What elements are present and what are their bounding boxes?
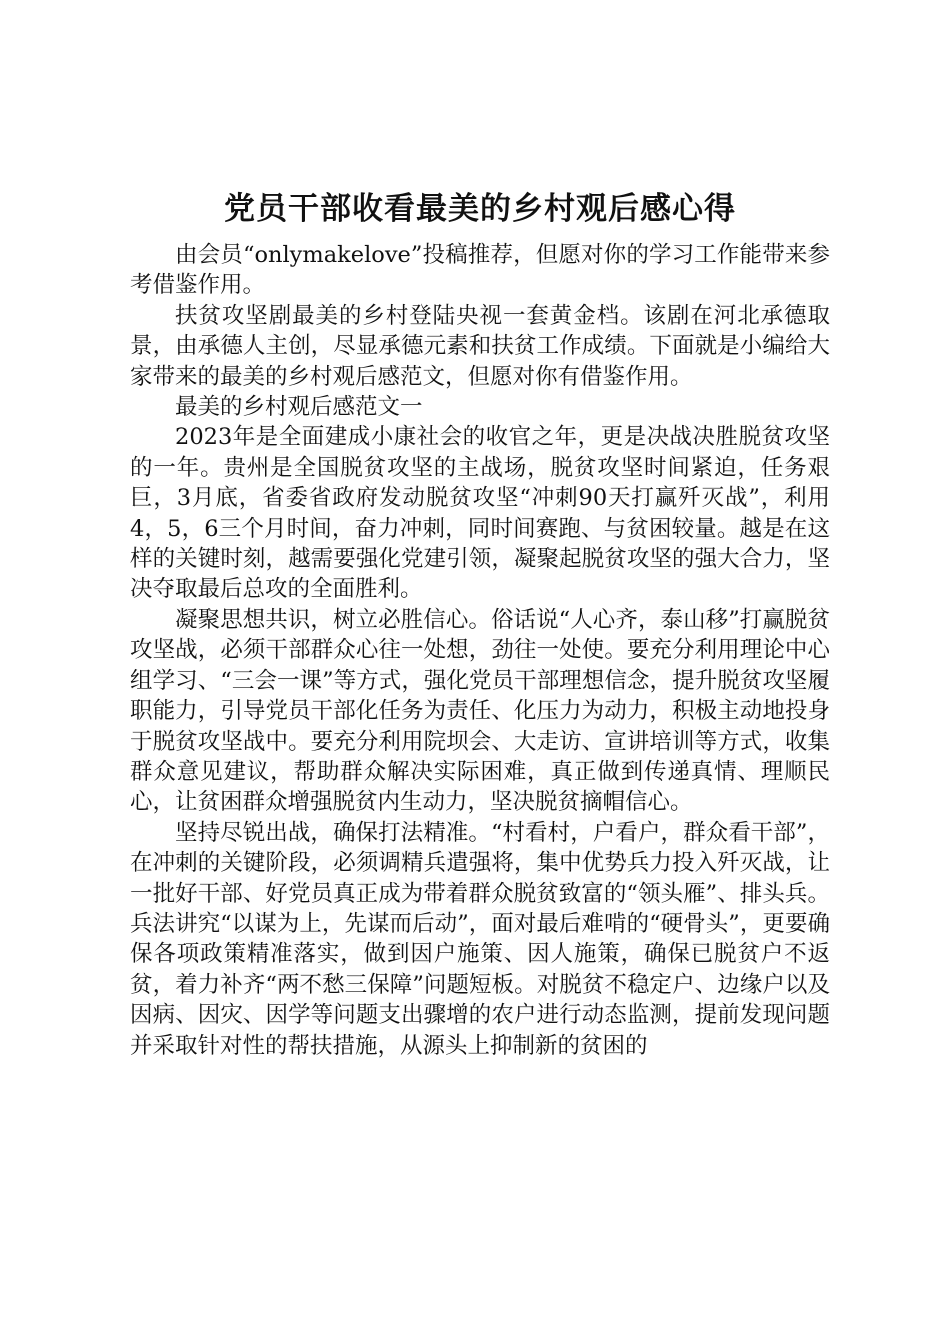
intro-paragraph: 由会员“onlymakelove”投稿推荐，但愿对你的学习工作能带来参考借鉴作用。 xyxy=(130,242,830,299)
summary-paragraph: 扶贫攻坚剧最美的乡村登陆央视一套黄金档。该剧在河北承德取景，由承德人主创，尽显承德元素和扶贫工作成绩。下面就是小编给大家带来的最美的乡村观后感范文，但愿对你有借鉴作用。 xyxy=(130,302,830,390)
document-page xyxy=(130,186,830,1061)
body-paragraph: 凝聚思想共识，树立必胜信心。俗话说“人心齐，泰山移”打赢脱贫攻坚战，必须干部群众心往一处想，劲往一处使。要充分利用理论中心组学习、“三会一课”等方式，强化党员干部理想信念，提升脱贫攻坚履职能力，引导党员干部化任务为责任、化压力为动力，积极主动地投身于脱贫攻坚战中。要充分利用院坝会、大走访、宣讲培训等方式，收集群众意见建议，帮助群众解决实际困难，真正做到传递真情、理顺民心，让贫困群众增强脱贫内生动力，坚决脱贫摘帽信心。 xyxy=(130,606,830,816)
body-paragraph: 坚持尽锐出战，确保打法精准。“村看村，户看户，群众看干部”，在冲刺的关键阶段，必须调精兵遣强将，集中优势兵力投入歼灭战，让一批好干部、好党员真正成为带着群众脱贫致富的“领头雁”、排头兵。兵法讲究“以谋为上，先谋而后动”，面对最后难啃的“硬骨头”，更要确保各项政策精准落实，做到因户施策、因人施策，确保已脱贫户不返贫，着力补齐“两不愁三保障”问题短板。对脱贫不稳定户、边缘户以及因病、因灾、因学等问题支出骤增的农户进行动态监测，提前发现问题并采取针对性的帮扶措施，从源头上抑制新的贫困的 xyxy=(130,819,830,1059)
document-title: 党员干部收看最美的乡村观后感心得 xyxy=(224,191,736,227)
body-paragraph: 2023年是全面建成小康社会的收官之年，更是决战决胜脱贫攻坚的一年。贵州是全国脱贫攻坚的主战场，脱贫攻坚时间紧迫，任务艰巨，3月底，省委省政府发动脱贫攻坚“冲刺90天打赢歼灭战”，利用4，5，6三个月时间，奋力冲刺，同时间赛跑、与贫困较量。越是在这样的关键时刻，越需要强化党建引领，凝聚起脱贫攻坚的强大合力，坚决夺取最后总攻的全面胜利。 xyxy=(130,424,830,603)
section-heading: 最美的乡村观后感范文一 xyxy=(175,394,423,421)
